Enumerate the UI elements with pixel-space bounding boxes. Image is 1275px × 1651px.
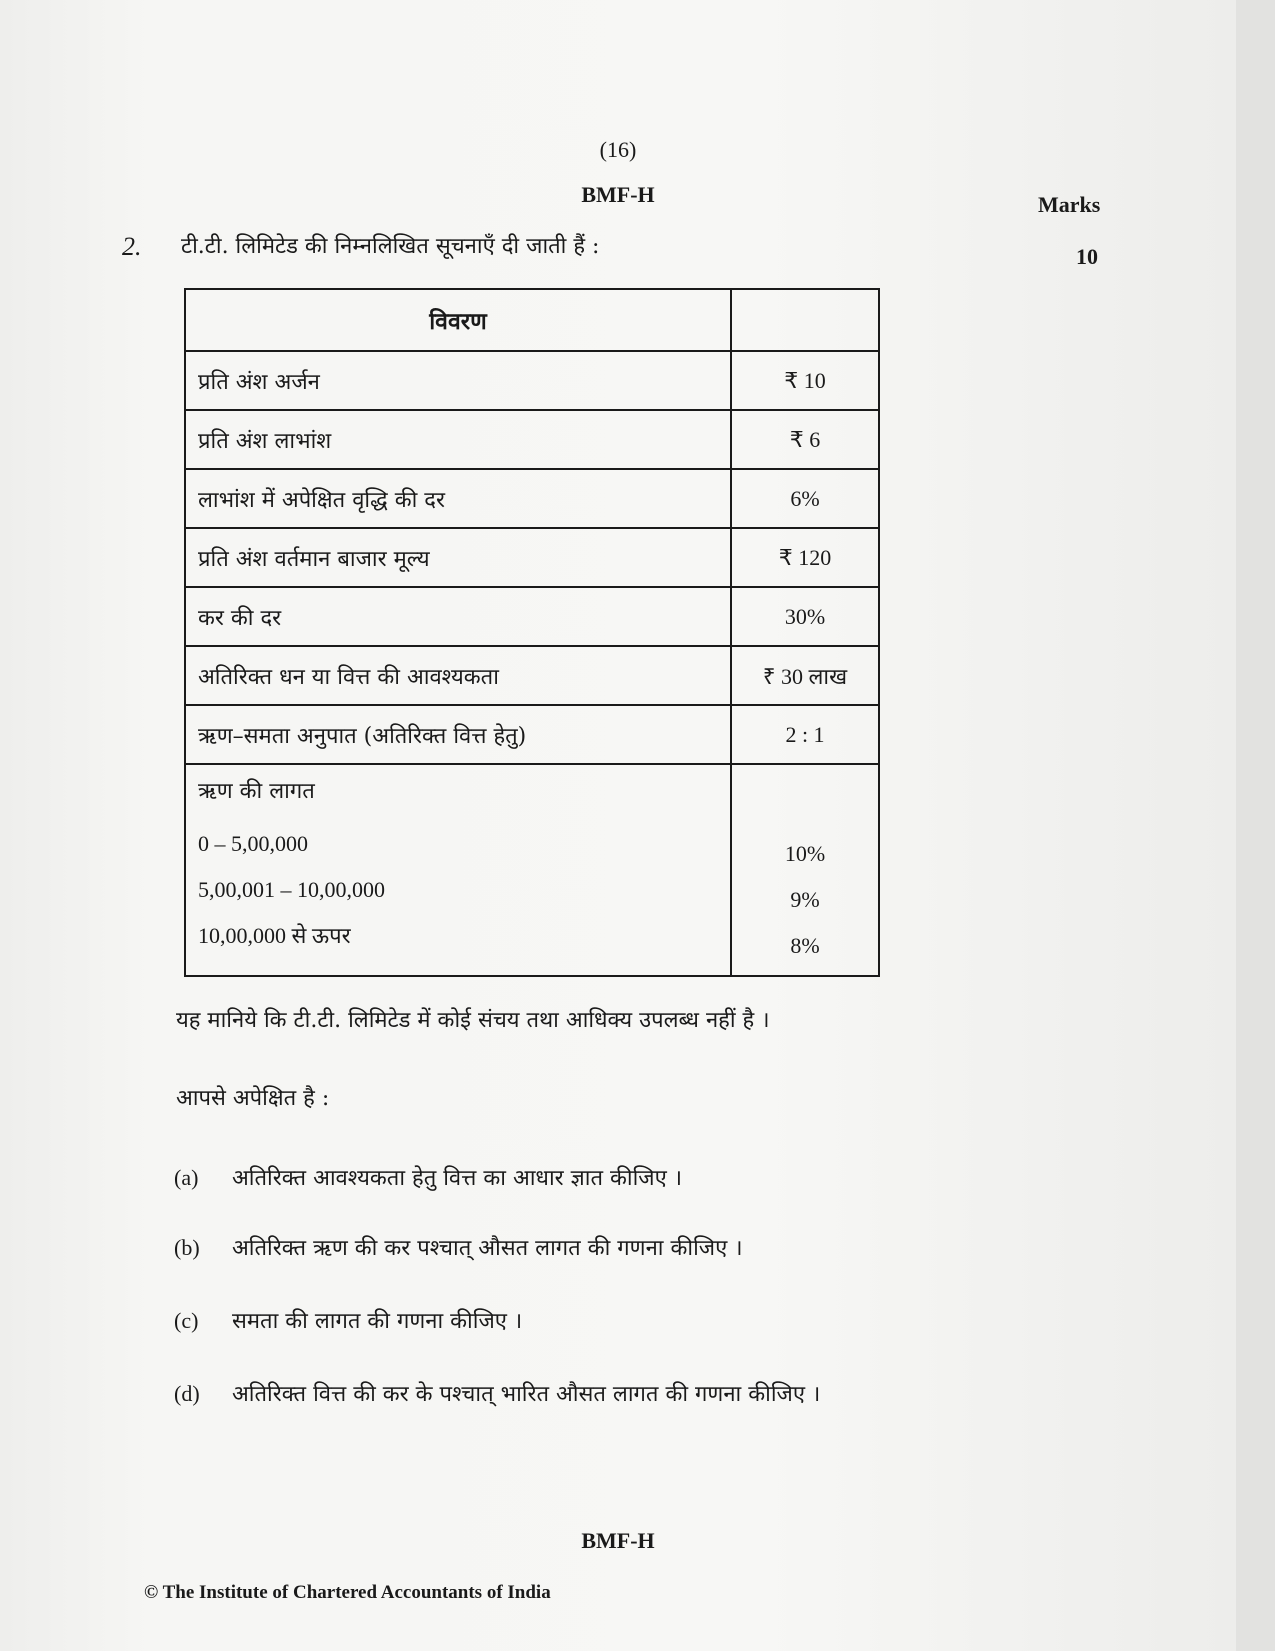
debt-slab-range: 5,00,001 – 10,00,000 [198, 877, 385, 902]
marks-heading: Marks [1038, 192, 1101, 217]
row-label: अतिरिक्त धन या वित्त की आवश्यकता [185, 646, 731, 705]
question-intro: टी.टी. लिमिटेड की निम्नलिखित सूचनाएँ दी जाती हैं : [181, 234, 600, 259]
question-number: 2. [122, 232, 142, 261]
debt-rate-cell [731, 764, 879, 976]
row-value: ₹ 10 [731, 351, 879, 410]
table-header-particulars: विवरण [185, 289, 731, 351]
table-row [185, 469, 879, 528]
item-label: (b) [174, 1235, 200, 1260]
item-text: समता की लागत की गणना कीजिए । [232, 1309, 523, 1334]
row-label: प्रति अंश लाभांश [185, 410, 731, 469]
row-value: 30% [731, 587, 879, 646]
table-header-amount [731, 289, 879, 351]
page-edge-shadow [1236, 0, 1275, 1651]
row-label: प्रति अंश वर्तमान बाजार मूल्य [185, 528, 731, 587]
item-text: अतिरिक्त ऋण की कर पश्चात् औसत लागत की गणना कीजिए । [232, 1236, 743, 1261]
table-row [185, 528, 879, 587]
row-label: लाभांश में अपेक्षित वृद्धि की दर [185, 469, 731, 528]
row-value: 2 : 1 [731, 705, 879, 764]
row-label: ऋण–समता अनुपात (अतिरिक्त वित्त हेतु) [185, 705, 731, 764]
table-row [185, 410, 879, 469]
item-label: (a) [174, 1165, 199, 1190]
table-row [185, 705, 879, 764]
item-text: अतिरिक्त आवश्यकता हेतु वित्त का आधार ज्ञात कीजिए । [232, 1166, 683, 1191]
debt-cost-title: ऋण की लागत [198, 779, 315, 804]
table-row [185, 646, 879, 705]
requirement-item [174, 1162, 682, 1192]
debt-slab-range: 0 – 5,00,000 [198, 831, 308, 856]
row-label: कर की दर [185, 587, 731, 646]
page-number: (16) [599, 137, 637, 162]
table-row [185, 351, 879, 410]
assumption-note: यह मानिये कि टी.टी. लिमिटेड में कोई संचय तथा आधिक्य उपलब्ध नहीं है । [176, 1008, 770, 1033]
debt-cost-row [185, 764, 879, 976]
paper-code-footer: BMF-H [581, 1528, 655, 1553]
requirement-item [174, 1232, 743, 1262]
row-value: ₹ 30 लाख [731, 646, 879, 705]
debt-slab-rate: 10% [784, 841, 826, 866]
item-text: अतिरिक्त वित्त की कर के पश्चात् भारित औसत लागत की गणना कीजिए । [232, 1382, 821, 1407]
debt-cost-cell [185, 764, 731, 976]
table-row [185, 587, 879, 646]
item-label: (c) [174, 1308, 199, 1333]
debt-slab-rate: 8% [790, 933, 820, 958]
row-value: 6% [731, 469, 879, 528]
copyright-notice: © The Institute of Chartered Accountants of India [144, 1582, 551, 1603]
table-header-row [185, 289, 879, 351]
required-label: आपसे अपेक्षित है : [176, 1086, 330, 1111]
debt-slab-range: 10,00,000 से ऊपर [198, 923, 351, 948]
requirement-item [174, 1305, 522, 1335]
row-label: प्रति अंश अर्जन [185, 351, 731, 410]
row-value: ₹ 6 [731, 410, 879, 469]
debt-slab-rate: 9% [790, 887, 820, 912]
item-label: (d) [174, 1381, 200, 1406]
marks-value: 10 [1076, 244, 1098, 269]
requirement-item [174, 1378, 820, 1408]
paper-code-header: BMF-H [581, 182, 655, 207]
information-table [184, 288, 880, 977]
row-value: ₹ 120 [731, 528, 879, 587]
